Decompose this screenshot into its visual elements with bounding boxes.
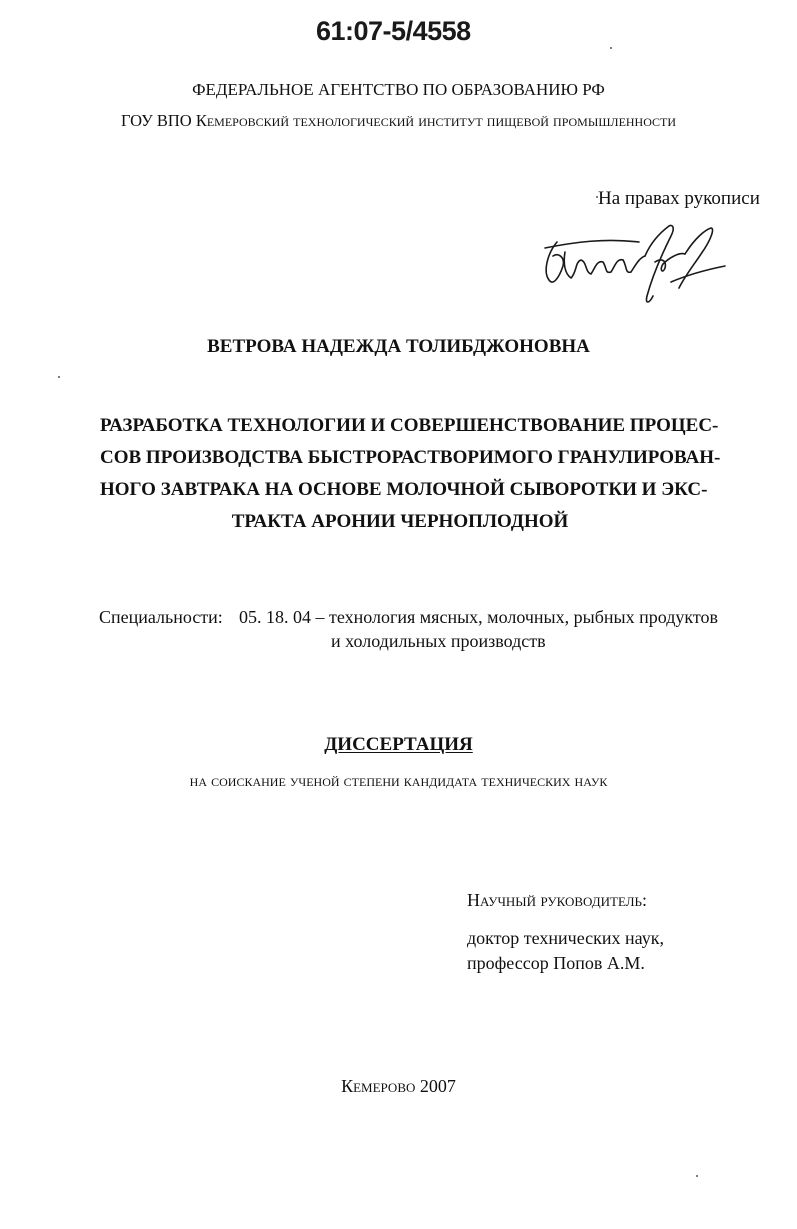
title-line: ТРАКТА АРОНИИ ЧЕРНОПЛОДНОЙ — [231, 511, 569, 532]
catalog-number: 61:07-5/4558 — [316, 16, 471, 46]
dissertation-title — [100, 410, 721, 538]
specialty-code-line: и холодильных производств — [331, 631, 546, 651]
advisor-label: Научный руководитель: — [467, 890, 648, 910]
manuscript-rights: На правах рукописи — [598, 188, 760, 209]
specialty-label: Специальности: — [99, 607, 223, 627]
institute-name: ГОУ ВПО Кемеровский технологический институт пищевой промышленности — [120, 111, 677, 130]
advisor-name: профессор Попов А.М. — [467, 953, 645, 973]
city-year: Кемерово 2007 — [341, 1076, 456, 1096]
scan-speck — [696, 1175, 698, 1177]
scan-speck — [596, 196, 598, 198]
signature-icon — [535, 212, 735, 312]
title-line: СОВ ПРОИЗВОДСТВА БЫСТРОРАСТВОРИМОГО ГРАНУЛИРОВАН- — [100, 447, 721, 468]
specialty-code-line: 05. 18. 04 – технология мясных, молочных, рыбных продуктов — [239, 607, 719, 627]
scan-speck — [58, 376, 60, 378]
advisor-degree: доктор технических наук, — [467, 928, 664, 948]
title-line: НОГО ЗАВТРАКА НА ОСНОВЕ МОЛОЧНОЙ СЫВОРОТКИ И ЭКС- — [100, 479, 708, 500]
scan-speck — [610, 47, 612, 49]
agency-name: ФЕДЕРАЛЬНОЕ АГЕНТСТВО ПО ОБРАЗОВАНИЮ РФ — [192, 80, 605, 99]
document-type: ДИССЕРТАЦИЯ — [324, 734, 473, 755]
title-line: РАЗРАБОТКА ТЕХНОЛОГИИ И СОВЕРШЕНСТВОВАНИЕ ПРОЦЕС- — [100, 415, 719, 436]
degree-sought: на соискание ученой степени кандидата технических наук — [189, 771, 608, 790]
author-name: ВЕТРОВА НАДЕЖДА ТОЛИБДЖОНОВНА — [207, 336, 590, 357]
